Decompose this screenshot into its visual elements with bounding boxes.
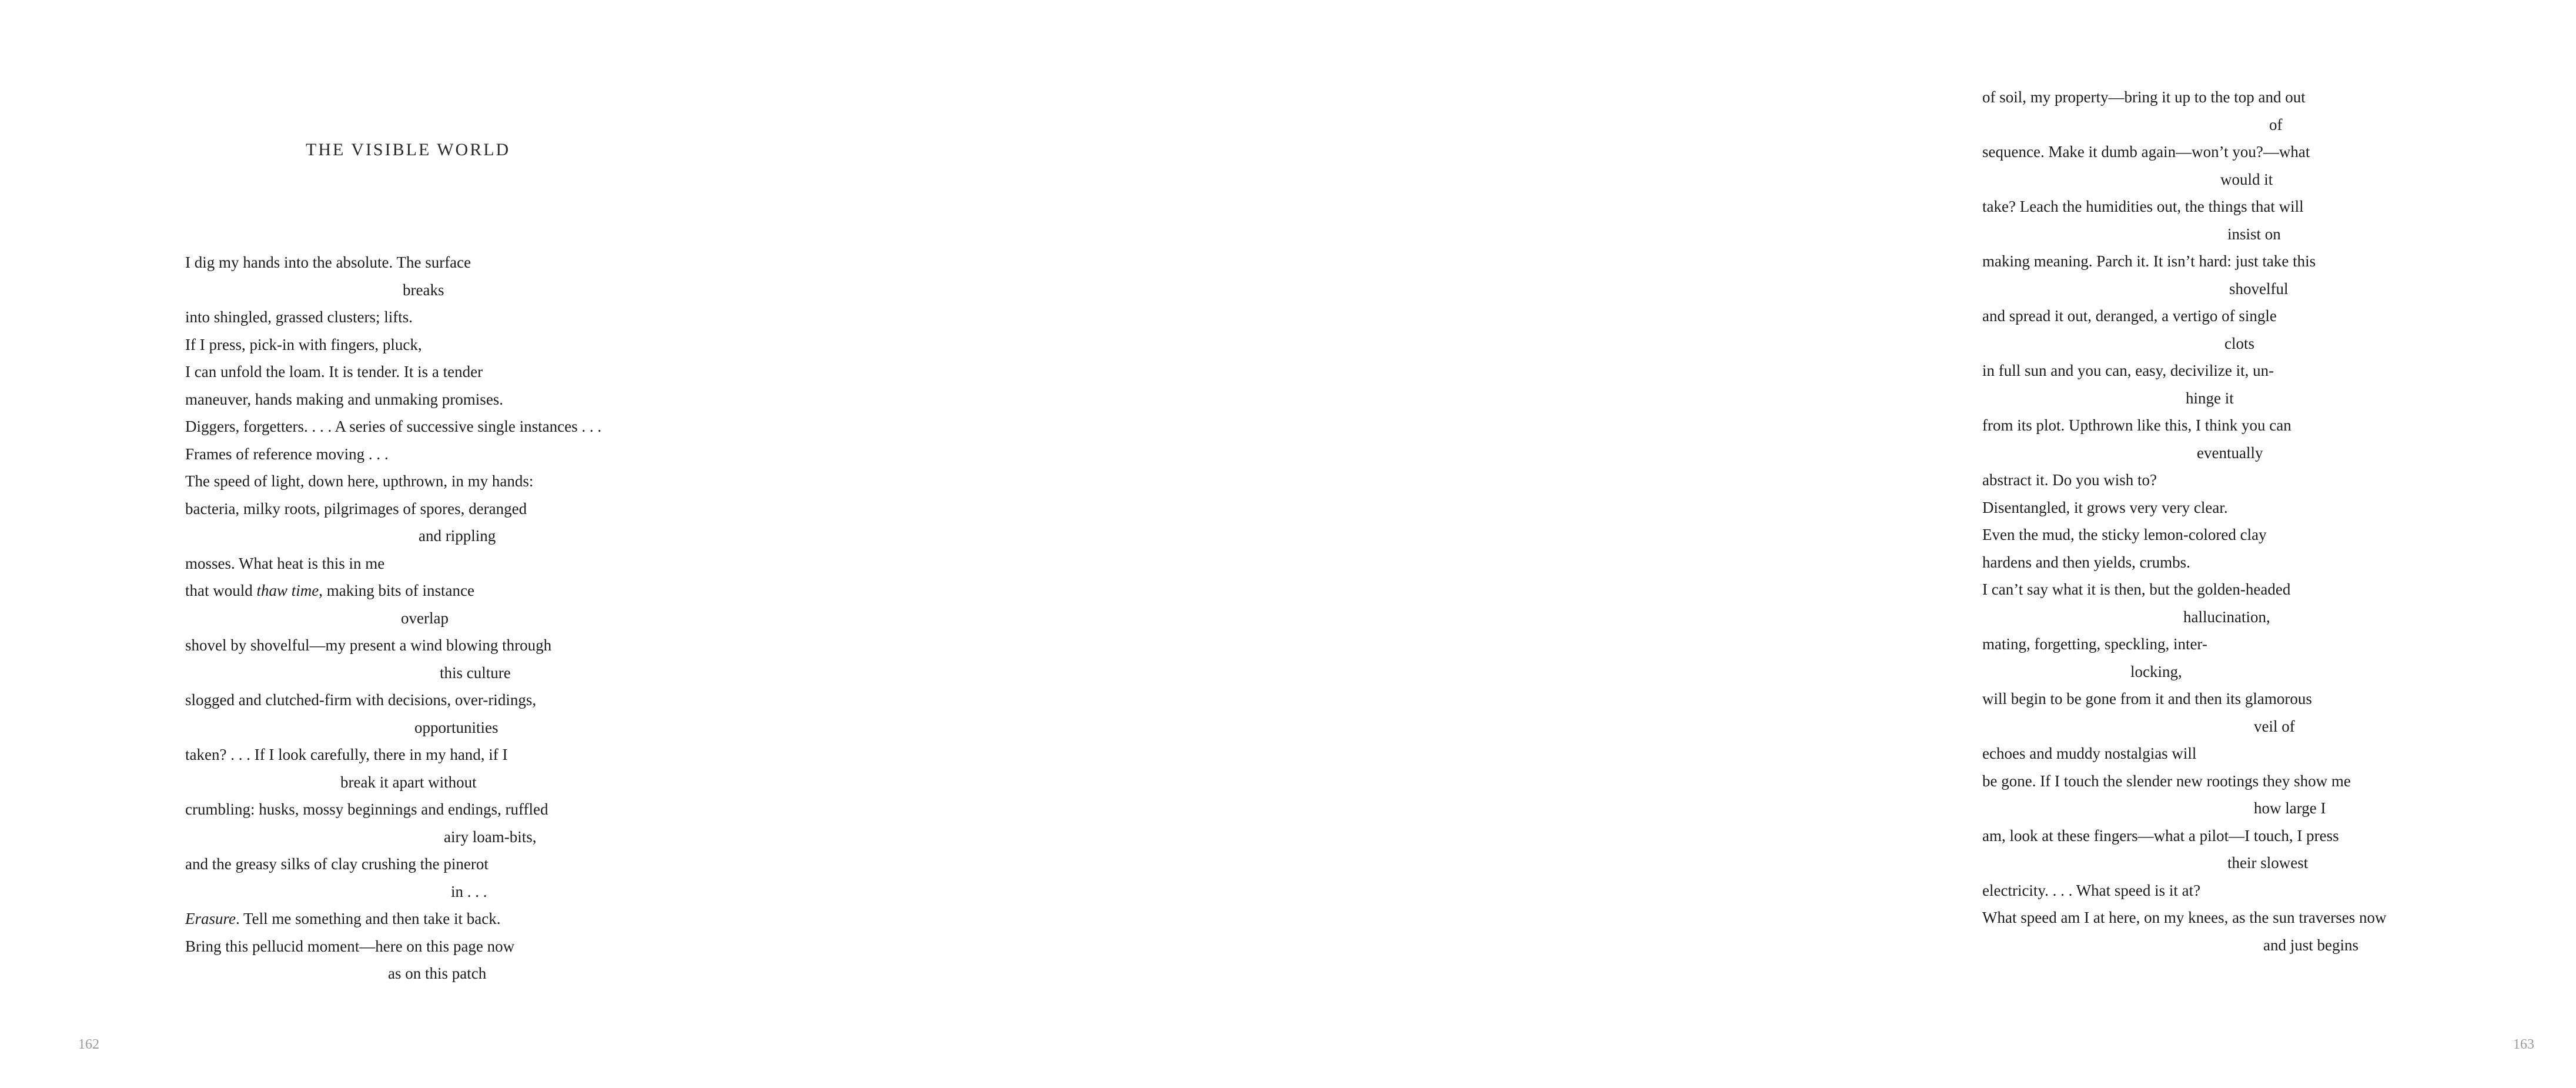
poem-line: mosses. What heat is this in me xyxy=(185,554,385,572)
poem-line: and just begins xyxy=(2263,936,2358,954)
poem-line: eventually xyxy=(2197,443,2263,462)
poem-line: crumbling: husks, mossy beginnings and endings, ruffled xyxy=(185,800,548,818)
poem-left-text xyxy=(185,249,844,987)
poem-line: What speed am I at here, on my knees, as the sun traverses now xyxy=(1982,909,2387,926)
poem-line: mating, forgetting, speckling, inter- xyxy=(1982,635,2207,653)
poem-line: Disentangled, it grows very very clear. xyxy=(1982,498,2228,516)
poem-title: THE VISIBLE WORLD xyxy=(306,140,511,159)
poem-line: in . . . xyxy=(451,882,487,900)
poem-line: sequence. Make it dumb again—won’t you?—what xyxy=(1982,143,2310,161)
poem-line: Diggers, forgetters. . . . A series of successive single instances . . . xyxy=(185,418,602,435)
poem-line: making meaning. Parch it. It isn’t hard: just take this xyxy=(1982,252,2316,270)
poem-line: overlap xyxy=(401,609,449,627)
poem-right-text xyxy=(1982,84,2576,959)
poem-line: slogged and clutched-firm with decisions, over-ridings, xyxy=(185,691,537,709)
left-page xyxy=(0,0,867,1088)
poem-line: If I press, pick-in with fingers, pluck, xyxy=(185,335,422,353)
poem-line: into shingled, grassed clusters; lifts. xyxy=(185,308,413,326)
poem-line: and rippling xyxy=(419,527,496,545)
poem-line: this culture xyxy=(440,663,511,682)
poem-line: bacteria, milky roots, pilgrimages of spores, deranged xyxy=(185,499,527,518)
poem-line: will begin to be gone from it and then its glamorous xyxy=(1982,690,2312,707)
poem-line: in full sun and you can, easy, decivilize it, un- xyxy=(1982,362,2274,379)
poem-line: of xyxy=(2269,115,2283,134)
poem-line: their slowest xyxy=(2227,854,2309,872)
poem-line: and the greasy silks of clay crushing the pinerot xyxy=(185,855,489,873)
italic-phrase: thaw time xyxy=(256,582,319,599)
poem-line-segment: , making bits of instance xyxy=(319,582,474,599)
poem-line: breaks xyxy=(403,281,444,299)
poem-line: electricity. . . . What speed is it at? xyxy=(1982,881,2201,899)
poem-line: hinge it xyxy=(2186,389,2234,407)
poem-line: Even the mud, the sticky lemon-colored clay xyxy=(1982,526,2267,543)
poem-line: be gone. If I touch the slender new rootings they show me xyxy=(1982,772,2351,790)
poem-line: abstract it. Do you wish to? xyxy=(1982,471,2157,489)
poem-line: Bring this pellucid moment—here on this page now xyxy=(185,937,515,955)
poem-line: as on this patch xyxy=(388,964,487,982)
poem-line: taken? . . . If I look carefully, there in my hand, if I xyxy=(185,746,508,763)
poem-line: break it apart without xyxy=(340,773,477,791)
poem-line: locking, xyxy=(2130,662,2182,680)
poem-line xyxy=(185,905,844,933)
poem-line: airy loam-bits, xyxy=(444,827,537,846)
poem-line: take? Leach the humidities out, the things that will xyxy=(1982,198,2304,215)
poem-line: Frames of reference moving . . . xyxy=(185,445,389,463)
poem-line: how large I xyxy=(2254,799,2326,817)
poem-line: hardens and then yields, crumbs. xyxy=(1982,553,2190,571)
poem-line: The speed of light, down here, upthrown, in my hands: xyxy=(185,472,534,490)
poem-line-segment: that would xyxy=(185,582,257,599)
poem-line: shovel by shovelful—my present a wind blowing through xyxy=(185,636,552,654)
poem-line: I can unfold the loam. It is tender. It is a tender xyxy=(185,363,483,381)
poem-line: shovelful xyxy=(2229,279,2289,298)
poem-line: hallucination, xyxy=(2183,608,2270,626)
poem-line xyxy=(185,577,844,605)
poem-line: I dig my hands into the absolute. The surface xyxy=(185,253,471,271)
page-number-right: 163 xyxy=(2513,1037,2534,1052)
poem-line: from its plot. Upthrown like this, I think you can xyxy=(1982,416,2291,434)
poem-line: and spread it out, deranged, a vertigo of single xyxy=(1982,307,2277,325)
italic-phrase: Erasure xyxy=(185,910,236,927)
poem-line: clots xyxy=(2224,334,2254,352)
right-page xyxy=(867,0,2534,1088)
poem-line: would it xyxy=(2220,170,2273,188)
poem-line: I can’t say what it is then, but the golden-headed xyxy=(1982,580,2291,598)
poem-line: echoes and muddy nostalgias will xyxy=(1982,745,2197,762)
poem-line: veil of xyxy=(2254,717,2295,735)
poem-line: of soil, my property—bring it up to the top and out xyxy=(1982,88,2306,106)
poem-line: maneuver, hands making and unmaking promises. xyxy=(185,390,504,408)
poem-line: insist on xyxy=(2227,225,2281,243)
poem-line: am, look at these fingers—what a pilot—I touch, I press xyxy=(1982,826,2339,845)
poem-line: opportunities xyxy=(414,718,499,736)
poem-line-segment: . Tell me something and then take it back. xyxy=(236,910,501,927)
page-number-left: 162 xyxy=(78,1037,99,1052)
